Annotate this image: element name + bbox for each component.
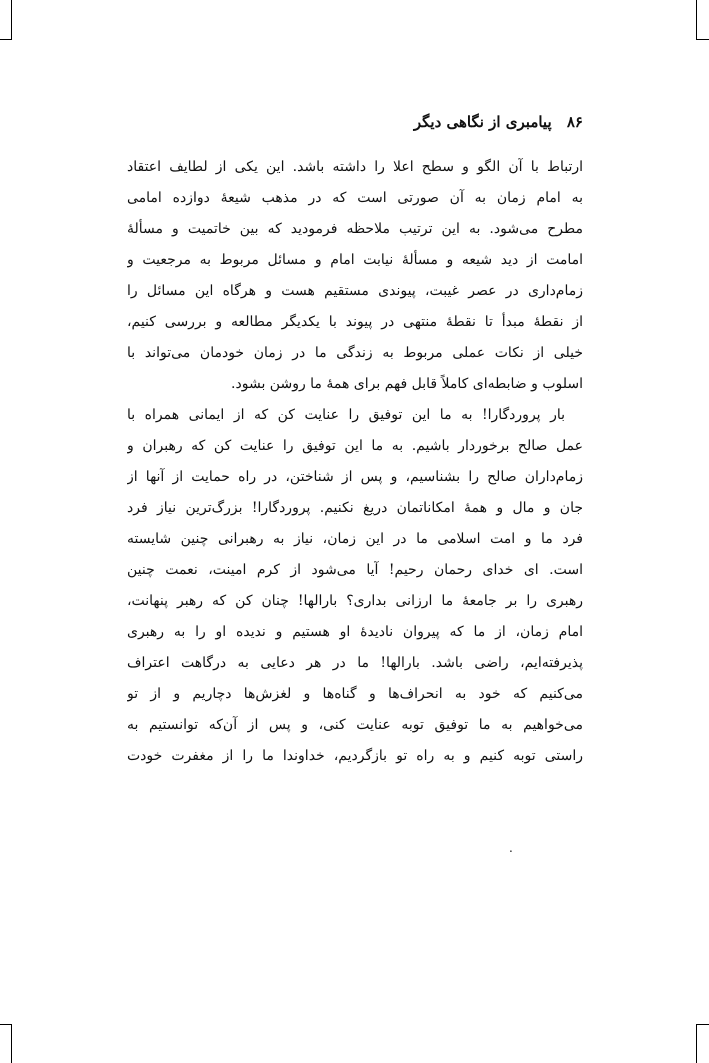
text-line: ارتباط با آن الگو و سطح اعلا را داشته باشد. این یکی از لطایف اعتقاد (127, 159, 583, 175)
crop-mark-bottom-right (696, 1024, 709, 1025)
text-line: امامت از دید شیعه و مسألهٔ نیابت امام و مسائل مربوط به مرجعیت و (127, 252, 583, 268)
text-line: پذیرفته‌ایم، راضی باشد. بارالها! ما در هر دعایی به درگاهت اعتراف (127, 655, 583, 671)
crop-mark-bottom-right (696, 1024, 697, 1063)
text-line: جان و مال و همهٔ امکاناتمان دریغ نکنیم. پروردگارا! بزرگ‌ترین نیاز فرد (127, 500, 583, 516)
running-header (127, 110, 583, 134)
text-line: می‌کنیم که خود به انحراف‌ها و گناه‌ها و لغزش‌ها دچاریم و از تو (127, 686, 583, 702)
text-line: می‌خواهیم به ما توفیق توبه عنایت کنی، و پس از آن‌که توانستیم به (127, 717, 583, 733)
text-line: عمل صالح برخوردار باشیم. به ما این توفیق را عنایت کن که رهبران و (127, 438, 583, 454)
crop-mark-top-left (0, 39, 12, 40)
text-line: خیلی از نکات عملی مربوط به زندگی ما در زمان خودمان می‌تواند با (127, 345, 583, 361)
crop-mark-top-right (696, 0, 697, 40)
footer-mark: . (509, 841, 513, 855)
text-line: زمام‌داران صالح را بشناسیم، و پس از شناختن، در راه حمایت از آنها از (127, 469, 583, 485)
text-line: رهبری را بر جامعهٔ ما ارزانی بداری؟ بارالها! چنان کن که رهبر پنهانت، (127, 593, 583, 609)
text-line: فرد ما و امت اسلامی ما در این زمان، نیاز به رهبرانی چنین شایسته (127, 531, 583, 547)
text-line: راستی توبه کنیم و به راه تو بازگردیم، خداوندا ما را از مغفرت خودت (127, 748, 583, 764)
text-line: زمام‌داری در عصر غیبت، پیوندی مستقیم هست و هرگاه این مسائل را (127, 283, 583, 299)
text-line: است. ای خدای رحمان رحیم! آیا می‌شود از کرم امینت، نعمت چنین (127, 562, 583, 578)
crop-mark-top-left (11, 0, 12, 40)
book-title: پیامبری از نگاهی دیگر (413, 113, 552, 131)
text-line: مطرح می‌شود. به این ترتیب ملاحظه فرمودید که بین خاتمیت و مسألهٔ (127, 221, 583, 237)
crop-mark-bottom-left (11, 1024, 12, 1063)
text-line: بار پروردگارا! به ما این توفیق را عنایت کن که از ایمانی همراه با (127, 407, 565, 423)
text-line: از نقطهٔ مبدأ تا نقطهٔ منتهی در پیوند با یکدیگر مطالعه و بررسی کنیم، (127, 314, 583, 330)
body-text (127, 152, 583, 772)
text-line: به امام زمان به آن صورتی است که در مذهب شیعهٔ دوازده امامی (127, 190, 583, 206)
crop-mark-top-right (696, 39, 709, 40)
text-line: اسلوب و ضابطه‌ای کاملاً قابل فهم برای همهٔ ما روشن بشود. (231, 376, 583, 392)
page-number: ۸۶ (566, 113, 583, 131)
crop-mark-bottom-left (0, 1024, 12, 1025)
text-line: امام زمان، از ما که پیروان نادیدهٔ او هستیم و ندیده او را به رهبری (127, 624, 583, 640)
